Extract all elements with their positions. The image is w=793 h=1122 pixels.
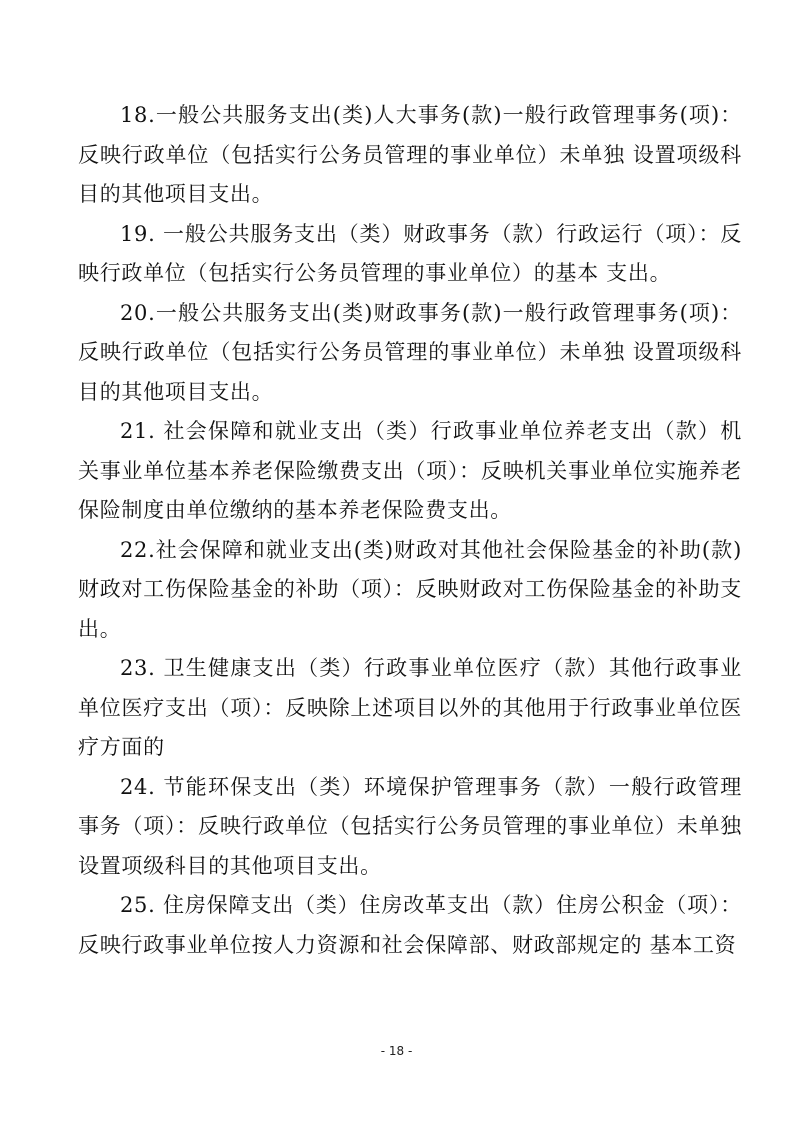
paragraph-22: 22.社会保障和就业支出(类)财政对其他社会保险基金的补助(款)财政对工伤保险基金的补助（项）：反映财政对工伤保险基金的补助支出。: [78, 537, 742, 641]
paragraph-21: 21. 社会保障和就业支出（类）行政事业单位养老支出（款）机关事业单位基本养老保险缴费支出（项）：反映机关事业单位实施养老保险制度由单位缴纳的基本养老保险费支出。: [78, 419, 742, 522]
page-number: - 18 -: [380, 1044, 413, 1058]
paragraph-25: 25. 住房保障支出（类）住房改革支出（款）住房公积金（项）：反映行政事业单位按人力资源和社会保障部、财政部规定的 基本工资: [78, 893, 742, 957]
paragraph-23: 23. 卫生健康支出（类）行政事业单位医疗（款）其他行政事业单位医疗支出（项）：反映除上述项目以外的其他用于行政事业单位医疗方面的: [78, 656, 742, 759]
paragraph-24: 24. 节能环保支出（类）环境保护管理事务（款）一般行政管理事务（项）：反映行政单位（包括实行公务员管理的事业单位）未单独设置项级科目的其他项目支出。: [78, 774, 742, 878]
paragraph-18: 18.一般公共服务支出(类)人大事务(款)一般行政管理事务(项)：反映行政单位（包括实行公务员管理的事业单位）未单独 设置项级科目的其他项目支出。: [78, 103, 742, 206]
body-text: [78, 96, 742, 965]
paragraph-19: 19. 一般公共服务支出（类）财政事务（款）行政运行（项）：反映行政单位（包括实行公务员管理的事业单位）的基本 支出。: [78, 221, 742, 285]
paragraph-20: 20.一般公共服务支出(类)财政事务(款)一般行政管理事务(项)：反映行政单位（包括实行公务员管理的事业单位）未单独 设置项级科目的其他项目支出。: [78, 300, 742, 404]
